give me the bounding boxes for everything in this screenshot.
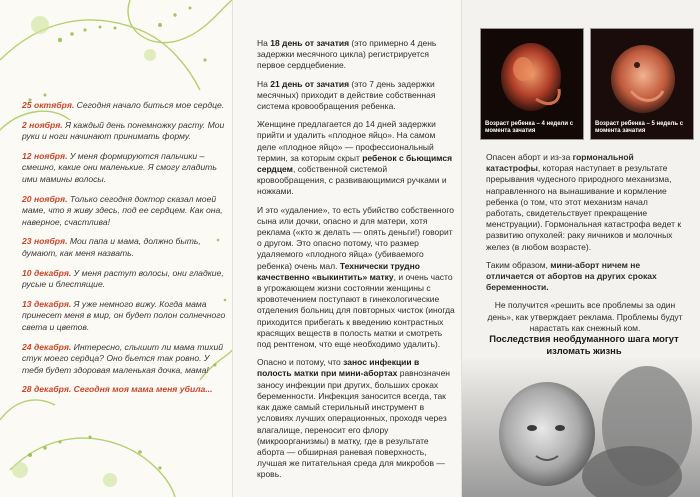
diary-entry: 25 октября. Сегодня начало биться мое сердце. (22, 100, 225, 110)
baby-photo-icon (462, 356, 700, 497)
diary-entry: 10 декабря. У меня растут волосы, они гладкие, русые и блестящие. (22, 267, 224, 290)
diary-entry: 23 ноября. Мои папа и мама, должно быть, думают, как меня назвать. (22, 236, 201, 258)
paragraph: Не получится «решить все проблемы за один день», как утверждает реклама. Проблемы будут нарастать как снежный ком. (487, 300, 683, 333)
paragraph: На 21 день от зачатия (это 7 день задержки месячных) приходит в действие собственная система кровообращения ребенка. (257, 78, 436, 112)
right-panel (462, 0, 700, 497)
diary-entry: 28 декабря. Сегодня моя мама меня убила... (22, 384, 213, 395)
diary-entry: 13 декабря. Я уже немного вижу. Когда мама принесет меня в мир, он будет полон солнечного света и цветов. (22, 298, 226, 332)
diary-entry: 2 ноября. Я каждый день понемножку расту. Мои руки и ноги начинают принимать форму. (22, 119, 225, 142)
paragraph: Опасно и потому, что занос инфекции в полость матки при мини-абортах равнозначен заносу инфекции при других, больших сроках беременности. Инфекция заносится всегда, так как даже самый стерильный инструмент в условиях лучших операционных, проходя через влагалище, переносит его флору (микроорганизмы) в матку, где в результате аборта — обширная раневая поверхность, лучшая же питательная среда для микробов — кровь. (257, 357, 450, 480)
diary-entry: 12 ноября. У меня формируются пальчики – смешно, какие они маленькие. Я смогу гладить ими мамины волосы. (22, 150, 217, 184)
embryo-photo-4-weeks: Возраст ребенка – 4 недели с момента зачатия (480, 28, 584, 140)
paragraph: Женщине предлагается до 14 дней задержки прийти и удалить «плодное яйцо». На самом деле «плодное яйцо» — профессиональный термин, за которым скрыт ребенок с бьющимся сердцем, собственной системой кровообращения, с развивающимися ручками и ножками. (257, 119, 453, 197)
left-panel (0, 0, 232, 497)
middle-text (257, 38, 455, 488)
paragraph: Таким образом, мини-аборт ничем не отличается от абортов на других сроках беременности. (486, 259, 657, 293)
diary-entry: 24 декабря. Интересно, слышит ли мама тихий стук моего сердца? Оно бьется так ровно. У тебя будет здоровая маленькая дочка, мама! (22, 341, 224, 375)
paragraph: На 18 день от зачатия (это примерно 4 день задержки месячного цикла) регистрируется первое сердцебиение. (257, 38, 437, 71)
embryo-photos (480, 28, 694, 138)
middle-panel (232, 0, 462, 497)
diary-entry: 20 ноября. Только сегодня доктор сказал моей маме, что я живу здесь, под ее сердцем. Как она, наверное, счастлива! (22, 193, 223, 227)
paragraph: Опасен аборт и из-за гормональной катастрофы, которая наступает в результате прерывания чудесного природного механизма, направленного на вынашивание и кормление ребенка (о том, что этот механизм начал работать, свидетельствует прекращение менструации). Гормональная катастрофа ведет к развитию опухолей: раку яичников и молочных желез (в любом возрасте). (486, 152, 682, 252)
section-heading: Последствия необдуманного шага могут изломать жизнь (489, 333, 679, 356)
paragraph: И это «удаление», то есть убийство собственного сына или дочки, опасно и для матери, хотя реклама («кто ж делать — опять деньги!) говорит о другом. Это опасно потому, что размер удаляемого «плодного яйца» (убиваемого ребенка) очень мал. Технически трудно качественно «выкинтить» матку, и очень часто в угрожающем жизни состоянии женщины с кровотечением поступают в гинекологические отделения больниц для повторных чисток (иногда приходится прибегать к введению контрастных красящих веществ в полость матки и смотреть под рентгеном, что еще необходимо удалить). (257, 204, 455, 350)
embryo-photo-5-weeks: Возраст ребенка – 5 недель с момента зачатия (590, 28, 694, 140)
diary-entries (22, 100, 227, 404)
right-text (486, 152, 684, 341)
